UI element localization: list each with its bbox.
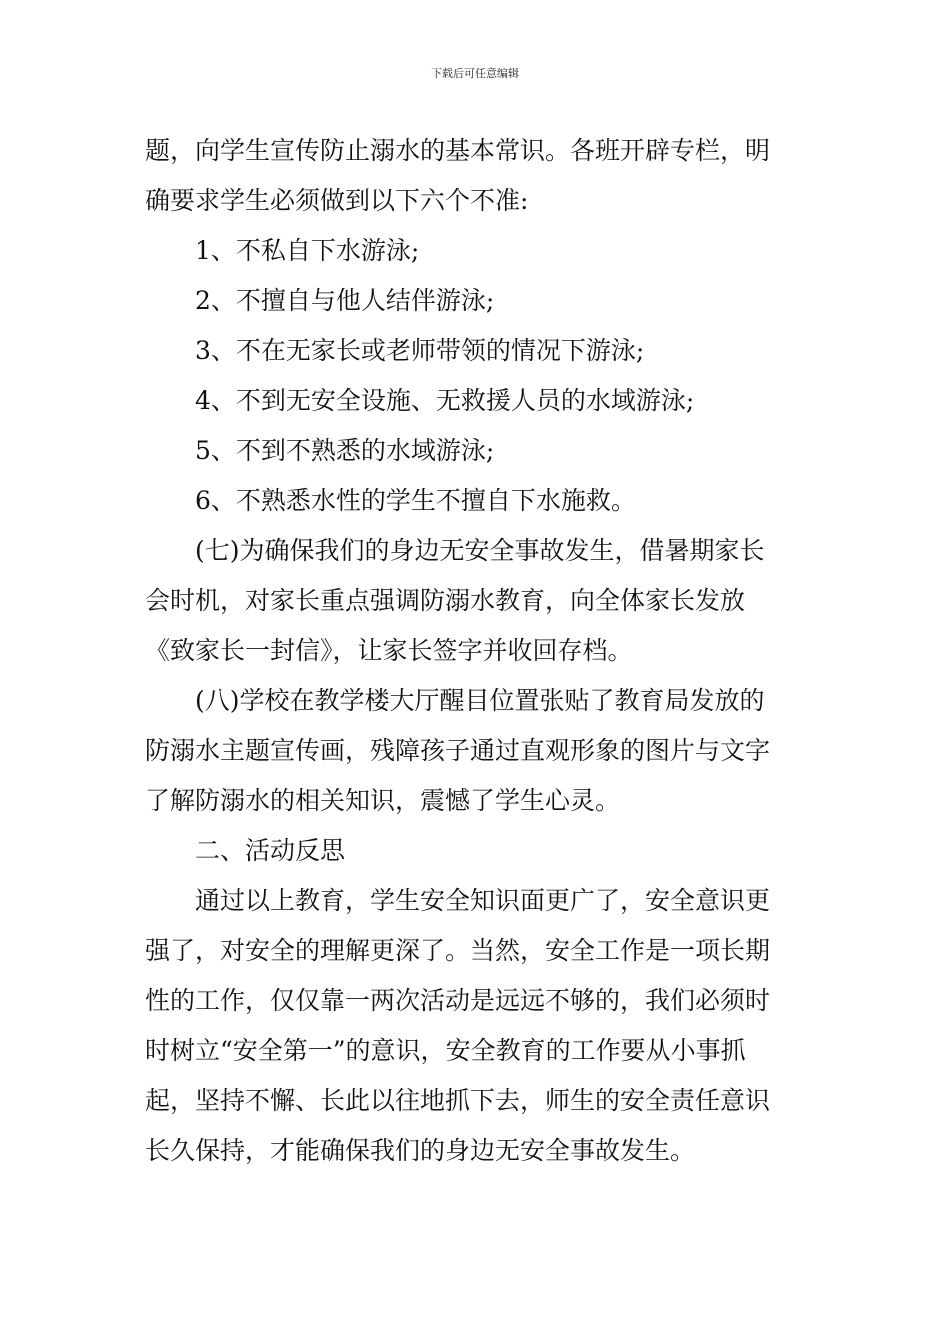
- paragraph-start: (八)学校在教学楼大厅醒目位置张贴了教育局发放的: [195, 686, 765, 715]
- paragraph-start: 通过以上教育，学生安全知识面更广了，安全意识更: [195, 886, 771, 915]
- text-line: 长久保持，才能确保我们的身边无安全事故发生。: [145, 1136, 696, 1165]
- paragraph-start: (七)为确保我们的身边无安全事故发生，借暑期家长: [195, 536, 765, 565]
- text-line: 《致家长一封信》，让家长签字并收回存档。: [145, 636, 633, 665]
- text-line: 强了，对安全的理解更深了。当然，安全工作是一项长期: [145, 936, 771, 965]
- text-line: 起，坚持不懈、长此以往地抓下去，师生的安全责任意识: [145, 1086, 771, 1115]
- list-item: 3、不在无家长或老师带领的情况下游泳;: [195, 336, 645, 365]
- text-line: 题，向学生宣传防止溺水的基本常识。各班开辟专栏，明: [145, 136, 771, 165]
- list-item: 6、不熟悉水性的学生不擅自下水施救。: [195, 486, 636, 515]
- page-header: 下载后可任意编辑: [431, 67, 519, 80]
- text-line: 时树立“安全第一”的意识，安全教育的工作要从小事抓: [145, 1036, 746, 1065]
- list-item: 4、不到无安全设施、无救援人员的水域游泳;: [195, 386, 695, 415]
- list-item: 5、不到不熟悉的水域游泳;: [195, 436, 495, 465]
- text-line: 确要求学生必须做到以下六个不准:: [145, 186, 529, 215]
- list-item: 1、不私自下水游泳;: [195, 236, 420, 265]
- text-line: 性的工作，仅仅靠一两次活动是远远不够的，我们必须时: [145, 986, 771, 1015]
- section-heading: 二、活动反思: [195, 836, 346, 865]
- list-item: 2、不擅自与他人结伴游泳;: [195, 286, 495, 315]
- text-line: 会时机，对家长重点强调防溺水教育，向全体家长发放: [145, 586, 746, 615]
- text-line: 了解防溺水的相关知识，震憾了学生心灵。: [145, 786, 621, 815]
- document-body: [145, 126, 810, 1176]
- text-line: 防溺水主题宣传画，残障孩子通过直观形象的图片与文字: [145, 736, 771, 765]
